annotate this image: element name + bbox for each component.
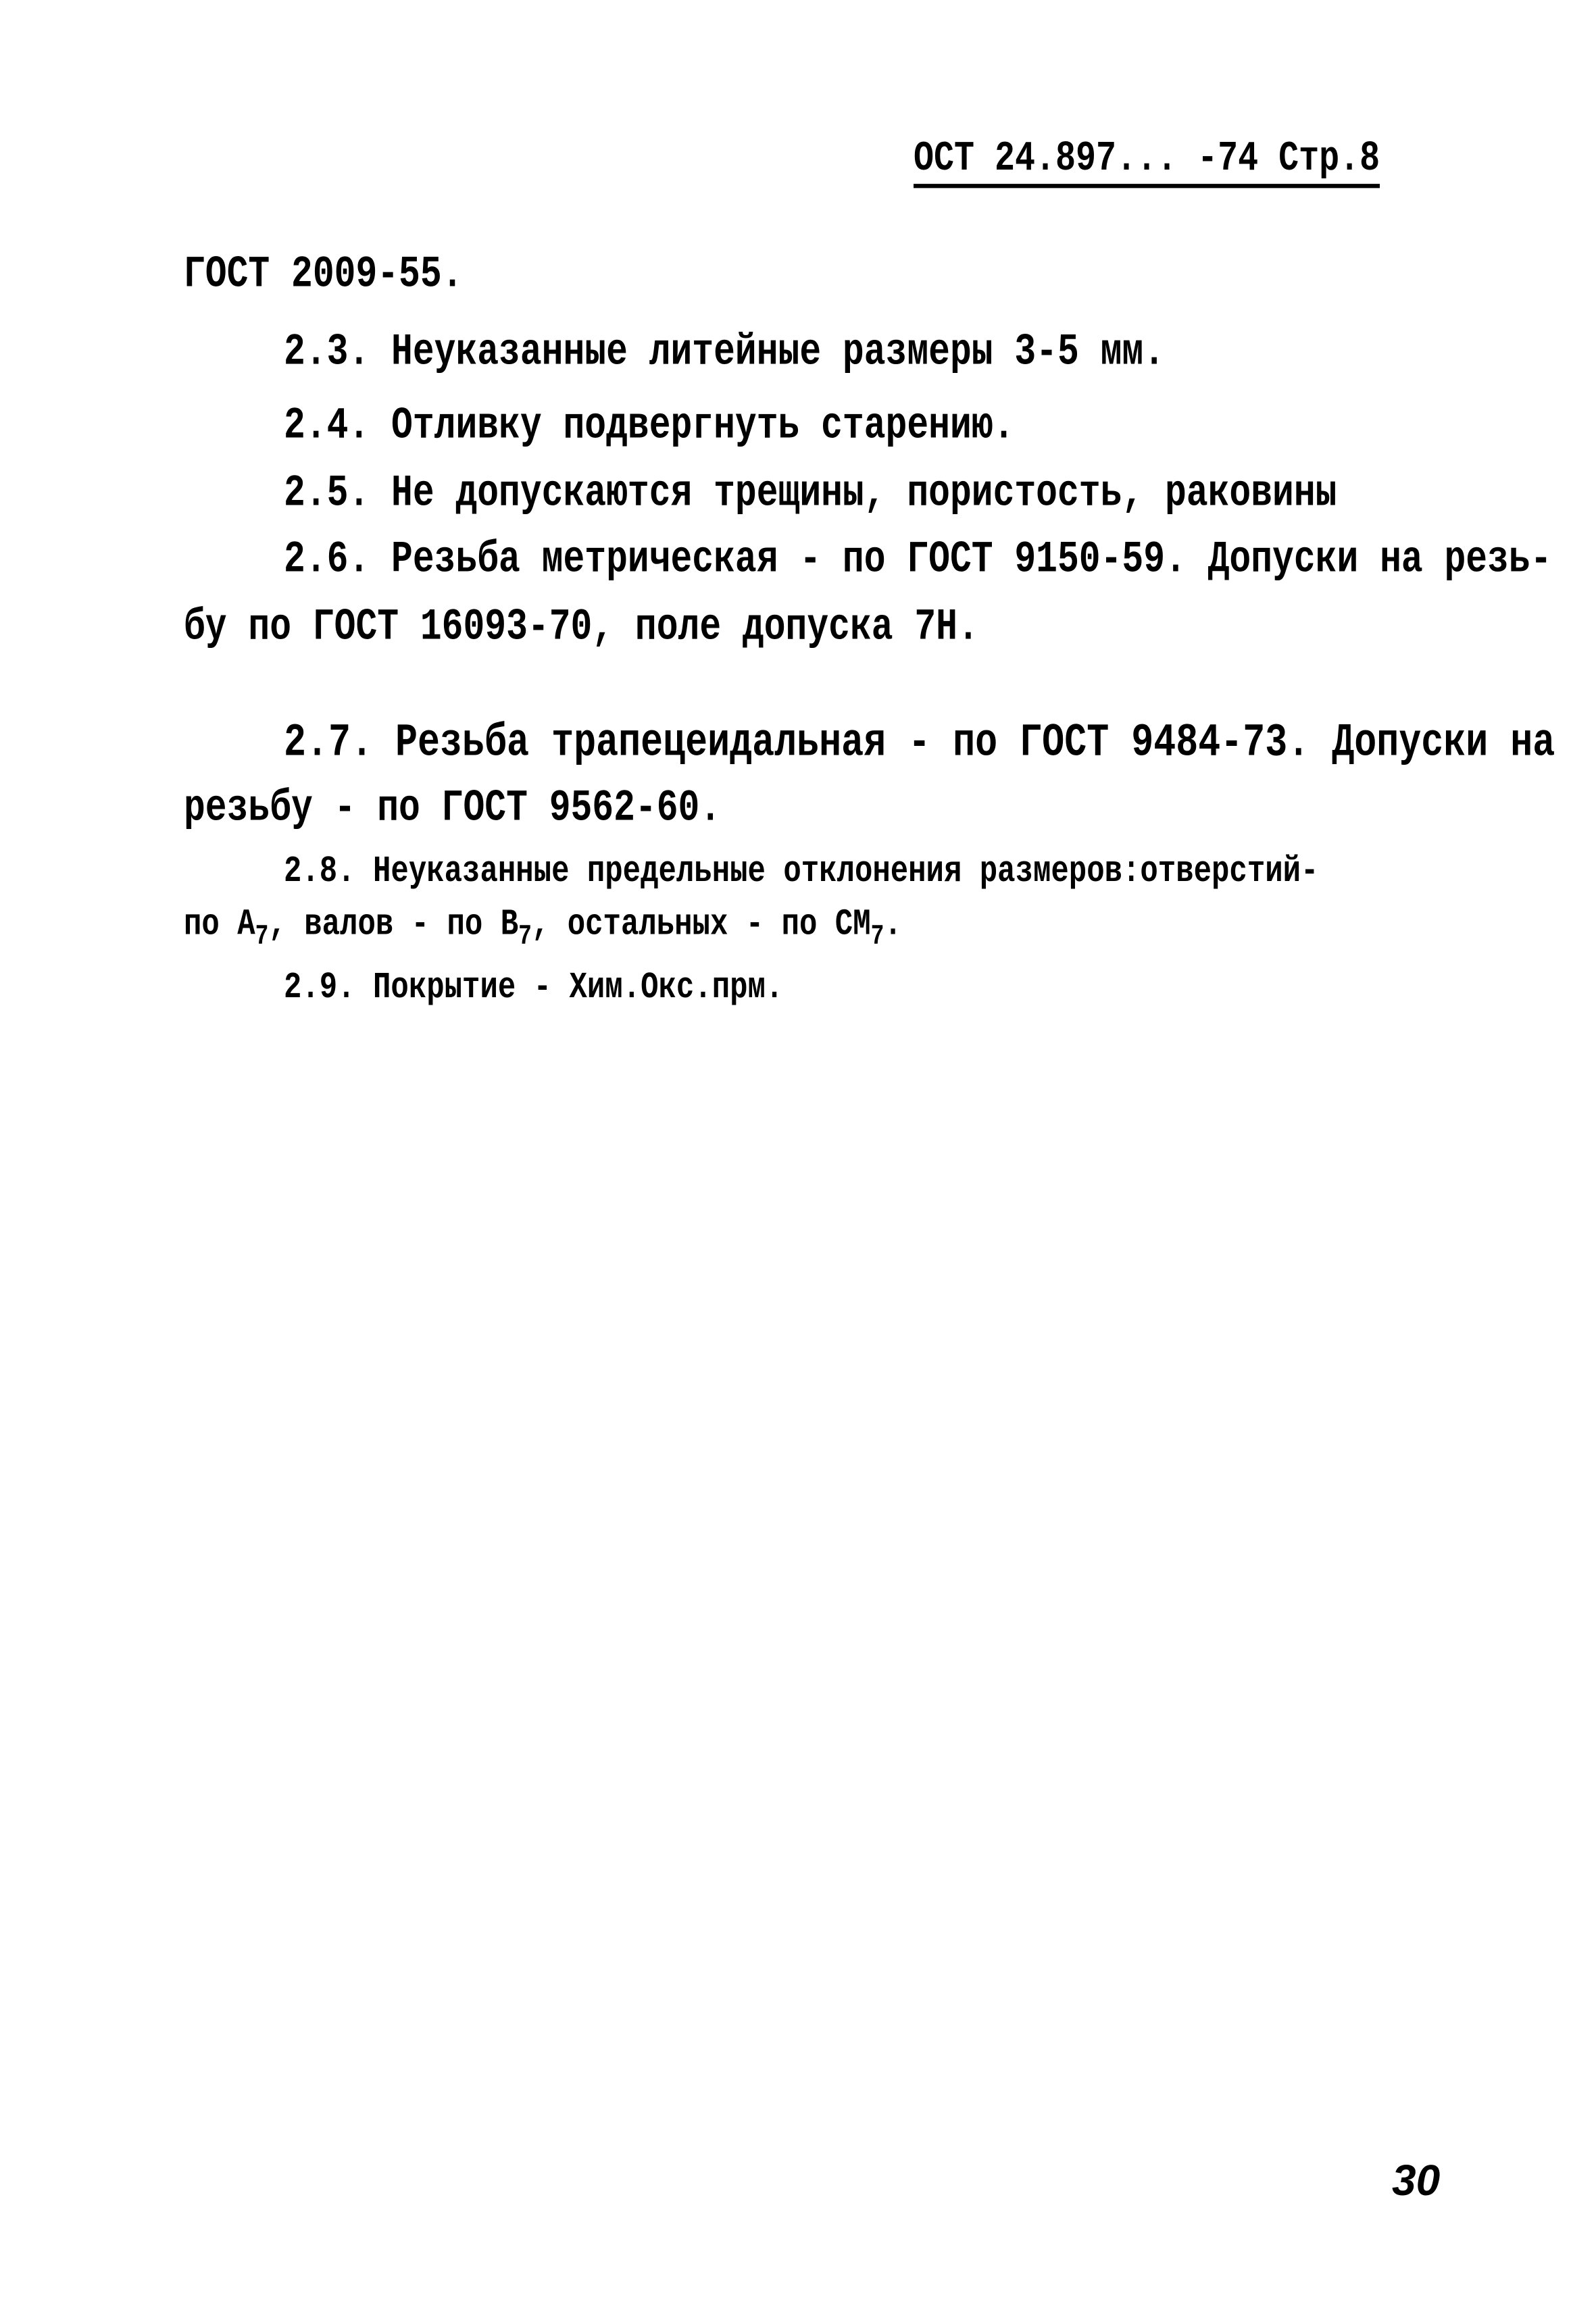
text: , остальных - по СМ (531, 903, 871, 947)
subscript: 7 (518, 921, 532, 953)
document-code-header: ОСТ 24.897... -74 Стр.8 (914, 139, 1380, 188)
clause-2-8: 2.8. Неуказанные предельные отклонения размеров:отверстий- (284, 850, 1319, 893)
text: . (884, 903, 902, 947)
clause-2-6: 2.6. Резьба метрическая - по ГОСТ 9150-59. Допуски на резь- (284, 534, 1552, 585)
page-number: 30 (1392, 2156, 1441, 2205)
text: , валов - по В (268, 903, 519, 947)
clause-2-4: 2.4. Отливку подвергнуть старению. (284, 400, 1015, 451)
subscript: 7 (255, 921, 269, 953)
clause-2-6-continued: бу по ГОСТ 16093-70, поле допуска 7Н. (184, 601, 979, 653)
clause-2-7-continued: резьбу - по ГОСТ 9562-60. (184, 782, 722, 834)
subscript: 7 (870, 921, 884, 953)
clause-2-9: 2.9. Покрытие - Хим.Окс.прм. (284, 966, 784, 1009)
clause-2-8-continued (184, 903, 902, 953)
clause-2-7: 2.7. Резьба трапецеидальная - по ГОСТ 9484-73. Допуски на (284, 716, 1555, 770)
clause-2-3: 2.3. Неуказанные литейные размеры 3-5 мм. (284, 326, 1166, 378)
text: по А (184, 903, 255, 947)
text-line-gost-2009: ГОСТ 2009-55. (184, 249, 464, 300)
clause-2-5: 2.5. Не допускаются трещины, пористость, раковины (284, 468, 1337, 519)
